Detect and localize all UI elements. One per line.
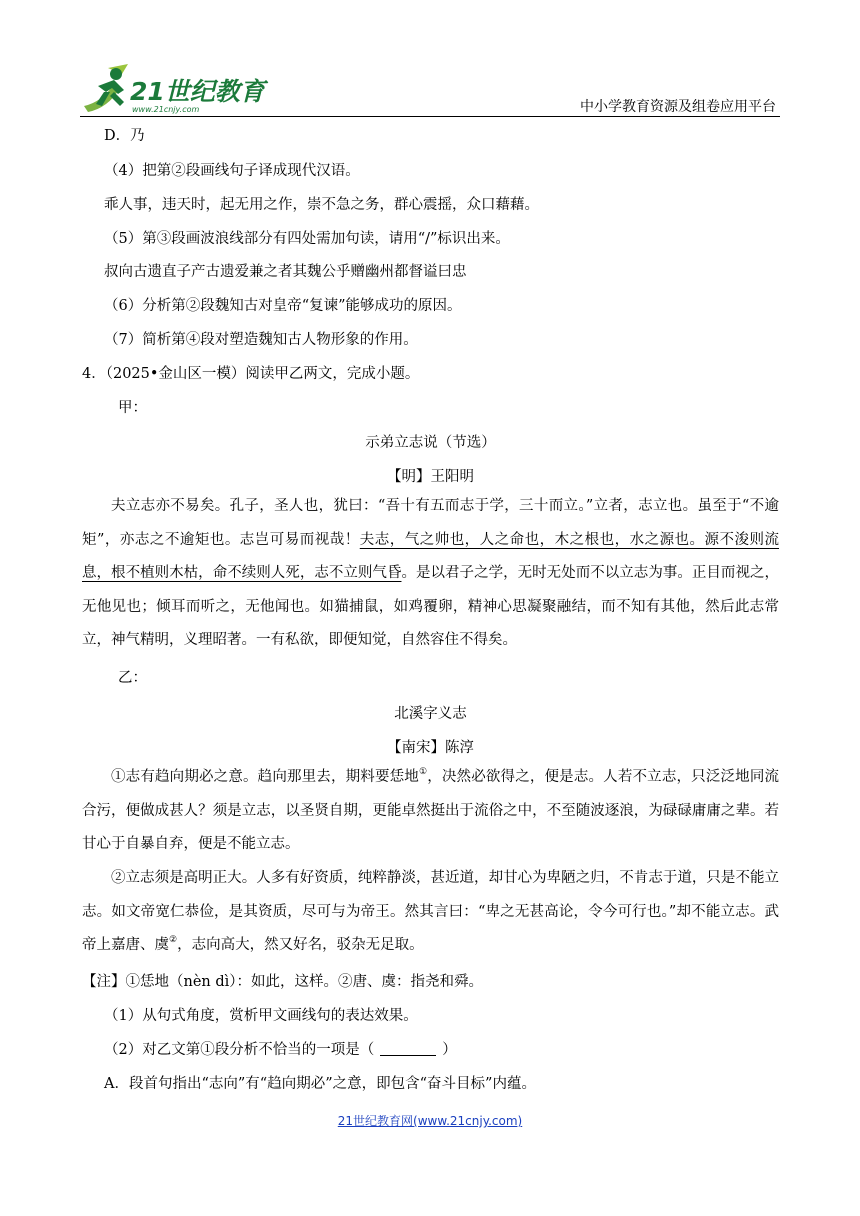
sub-question-7: （7）简析第④段对塑造魏知古人物形象的作用。 bbox=[104, 332, 418, 348]
text-b-title: 北溪字义志 bbox=[394, 706, 467, 722]
footnote-ref-2: ② bbox=[169, 935, 178, 945]
text-a-label: 甲： bbox=[118, 400, 147, 416]
text-a-title: 示弟立志说（节选） bbox=[365, 435, 496, 451]
answer-blank[interactable] bbox=[380, 1041, 436, 1056]
sub-question-6: （6）分析第②段魏知古对皇帝“复谏”能够成功的原因。 bbox=[104, 298, 462, 314]
page-footer bbox=[0, 1112, 860, 1129]
text-b-label: 乙： bbox=[118, 670, 147, 686]
underlined-sentence: 夫志，气之帅也，人之命也，木之根也，水之源也。源不浚则流息，根不植则木枯，命不续则人死，志不立则气昏 bbox=[82, 531, 780, 581]
page-header bbox=[80, 62, 780, 118]
sub-question-2: （2）对乙文第①段分析不恰当的一项是（ ） bbox=[104, 1042, 457, 1058]
option-a: A．段首句指出“志向”有“趋向期必”之意，即包含“奋斗目标”内蕴。 bbox=[104, 1076, 536, 1092]
footer-link[interactable]: 21世纪教育网(www.21cnjy.com) bbox=[337, 1114, 523, 1128]
header-divider bbox=[80, 116, 780, 117]
sub-question-5: （5）第③段画波浪线部分有四处需加句读，请用“/”标识出来。 bbox=[104, 231, 510, 247]
text-a-paragraph: 夫立志亦不易矣。孔子，圣人也，犹曰：“吾十有五而志于学，三十而立。”立者，志立也。虽至于“不逾矩”，亦志之不逾矩也。志岂可易而视哉！夫志，气之帅也，人之命也，木之根也，水之源也。源不浚则流息，根不植则木枯，命不续则人死，志不立则气昏。是以君子之学，无时无处而不以立志为事。正目而视之，无他见也；倾耳而听之，无他闻也。如猫捕鼠，如鸡覆卵，精神心思凝聚融结，而不知有其他，然后此志常立，神气精明，义理昭著。一有私欲，即便知觉，自然容住不得矣。 bbox=[82, 498, 780, 648]
text-a-author: 【明】王阳明 bbox=[387, 469, 474, 485]
translation-sentence: 乖人事，违天时，起无用之作，崇不急之务，群心震摇，众口藉藉。 bbox=[104, 197, 539, 213]
text-b-paragraph-2: ②立志须是高明正大。人多有好资质，纯粹静淡，甚近道，却甘心为卑陋之归，不肯志于道，只是不能立志。如文帝宽仁恭俭，是其资质，尽可与为帝王。然其言曰：“卑之无甚高论，令今可行也。”却不能立志。武帝上嘉唐、虞②，志向高大，然又好名，驳杂无足取。 bbox=[82, 870, 779, 953]
svg-text:21世纪教育: 21世纪教育 bbox=[130, 77, 265, 106]
question-4-intro: 4．（2025•金山区一模）阅读甲乙两文，完成小题。 bbox=[82, 366, 420, 382]
svg-text:www.21cnjy.com: www.21cnjy.com bbox=[132, 105, 200, 114]
site-logo bbox=[80, 62, 270, 116]
punctuation-sentence: 叔向古遗直子产古遗爱兼之者其魏公乎赠幽州都督谥曰忠 bbox=[104, 264, 467, 280]
footnote-ref-1: ① bbox=[418, 767, 428, 777]
sub-question-1: （1）从句式角度，赏析甲文画线句的表达效果。 bbox=[104, 1008, 418, 1024]
platform-name: 中小学教育资源及组卷应用平台 bbox=[580, 99, 776, 115]
annotation-note: 【注】①恁地（nèn dì）：如此，这样。②唐、虞：指尧和舜。 bbox=[82, 974, 484, 990]
option-d: D．乃 bbox=[104, 128, 145, 144]
sub-question-4: （4）把第②段画线句子译成现代汉语。 bbox=[104, 163, 360, 179]
text-b-author: 【南宋】陈淳 bbox=[387, 740, 474, 756]
text-b-paragraph-1: ①志有趋向期必之意。趋向那里去，期料要恁地①，决然必欲得之，便是志。人若不立志，只泛泛地同流合污，便做成甚人？须是立志，以圣贤自期，更能卓然挺出于流俗之中，不至随波逐浪，为碌碌庸庸之辈。若甘心于自暴自弃，便是不能立志。 bbox=[82, 767, 779, 852]
